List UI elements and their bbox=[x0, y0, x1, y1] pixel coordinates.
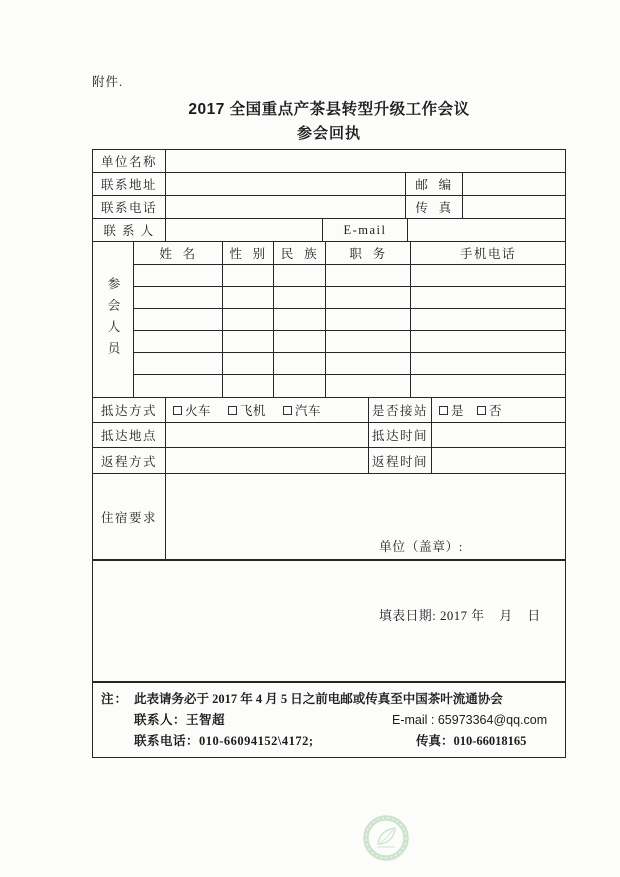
address-field[interactable] bbox=[166, 173, 406, 195]
checkbox-plane-icon[interactable] bbox=[228, 406, 237, 415]
participant-cell[interactable] bbox=[274, 265, 326, 286]
postal-field[interactable] bbox=[463, 173, 565, 195]
address-row bbox=[93, 173, 565, 196]
pickup-label: 是否接站 bbox=[369, 398, 432, 422]
participant-cell[interactable] bbox=[134, 353, 223, 374]
unit-name-label: 单位名称 bbox=[93, 150, 166, 172]
pickup-option-no[interactable]: 否 bbox=[477, 401, 502, 419]
fill-date-line: 填表日期: 2017 年 月 日 bbox=[379, 609, 541, 623]
note-contact-person: 联系人：王智超 bbox=[134, 713, 226, 727]
col-header-position: 职 务 bbox=[326, 242, 411, 264]
participant-cell[interactable] bbox=[134, 375, 223, 397]
participant-cell[interactable] bbox=[223, 331, 274, 352]
pickup-options bbox=[432, 398, 565, 422]
checkbox-train-icon[interactable] bbox=[173, 406, 182, 415]
attachment-label: 附件. bbox=[92, 75, 124, 89]
email-field[interactable] bbox=[408, 219, 565, 241]
participant-cell[interactable] bbox=[223, 265, 274, 286]
participants-group-label-cell bbox=[93, 242, 134, 397]
col-header-ethnicity: 民 族 bbox=[274, 242, 326, 264]
postal-label: 邮 编 bbox=[406, 173, 463, 195]
seal-date-area bbox=[93, 540, 565, 683]
col-header-name: 姓 名 bbox=[134, 242, 223, 264]
return-time-label: 返程时间 bbox=[369, 448, 432, 473]
participant-cell[interactable] bbox=[223, 375, 274, 397]
return-method-label: 返程方式 bbox=[93, 448, 166, 473]
participant-cell[interactable] bbox=[326, 309, 411, 330]
participant-cell[interactable] bbox=[411, 309, 565, 330]
registration-form-table bbox=[92, 149, 566, 758]
arrival-option-plane[interactable]: 飞机 bbox=[228, 401, 266, 419]
note-email: E-mail : 65973364@qq.com bbox=[392, 713, 548, 727]
participant-rows bbox=[134, 265, 565, 397]
arrival-method-label: 抵达方式 bbox=[93, 398, 166, 422]
return-time-field[interactable] bbox=[432, 448, 565, 473]
checkbox-yes-icon[interactable] bbox=[439, 406, 448, 415]
unit-seal-line: 单位（盖章）: bbox=[379, 540, 463, 554]
phone-label: 联系电话 bbox=[93, 196, 166, 218]
participant-row bbox=[134, 331, 565, 353]
participant-row bbox=[134, 287, 565, 309]
participant-cell[interactable] bbox=[223, 287, 274, 308]
participant-cell[interactable] bbox=[411, 353, 565, 374]
participant-cell[interactable] bbox=[134, 287, 223, 308]
participant-cell[interactable] bbox=[411, 375, 565, 397]
tea-association-watermark-icon bbox=[362, 814, 410, 862]
participant-cell[interactable] bbox=[326, 265, 411, 286]
arrival-place-row bbox=[93, 423, 565, 448]
arrival-method-row bbox=[93, 398, 565, 423]
participant-cell[interactable] bbox=[326, 375, 411, 397]
arrival-option-train[interactable]: 火车 bbox=[173, 401, 211, 419]
fax-field[interactable] bbox=[463, 196, 565, 218]
participant-cell[interactable] bbox=[274, 331, 326, 352]
participant-row bbox=[134, 375, 565, 397]
unit-name-row bbox=[93, 150, 565, 173]
phone-row bbox=[93, 196, 565, 219]
return-method-row bbox=[93, 448, 565, 474]
participant-cell[interactable] bbox=[274, 309, 326, 330]
note-phone: 联系电话：010-66094152\4172; bbox=[134, 734, 314, 748]
pickup-option-yes[interactable]: 是 bbox=[439, 401, 464, 419]
checkbox-no-icon[interactable] bbox=[477, 406, 486, 415]
participant-cell[interactable] bbox=[223, 309, 274, 330]
note-prefix: 注： bbox=[101, 692, 129, 706]
participant-cell[interactable] bbox=[326, 353, 411, 374]
arrival-time-field[interactable] bbox=[432, 423, 565, 447]
participant-row bbox=[134, 309, 565, 331]
note-fax: 传真：010-66018165 bbox=[416, 734, 527, 748]
participants-section bbox=[93, 242, 565, 398]
note-line1: 此表请务必于 2017 年 4 月 5 日之前电邮或传真至中国茶叶流通协会 bbox=[134, 692, 503, 706]
lodging-label: 住宿要求 bbox=[93, 474, 166, 559]
participants-grid bbox=[134, 242, 565, 397]
contact-field[interactable] bbox=[166, 219, 323, 241]
participant-cell[interactable] bbox=[274, 375, 326, 397]
participants-group-label: 参会人员 bbox=[106, 276, 120, 363]
participant-cell[interactable] bbox=[411, 331, 565, 352]
participant-cell[interactable] bbox=[223, 353, 274, 374]
participant-cell[interactable] bbox=[411, 265, 565, 286]
form-title: 2017 全国重点产茶县转型升级工作会议 bbox=[188, 101, 470, 118]
arrival-time-label: 抵达时间 bbox=[369, 423, 432, 447]
col-header-gender: 性 别 bbox=[223, 242, 274, 264]
participant-cell[interactable] bbox=[326, 287, 411, 308]
checkbox-car-icon[interactable] bbox=[283, 406, 292, 415]
form-subtitle: 参会回执 bbox=[296, 125, 361, 142]
return-method-field[interactable] bbox=[166, 448, 369, 473]
fax-label: 传 真 bbox=[406, 196, 463, 218]
phone-field[interactable] bbox=[166, 196, 406, 218]
participant-row bbox=[134, 353, 565, 375]
arrival-option-car[interactable]: 汽车 bbox=[283, 401, 321, 419]
participants-header-row bbox=[134, 242, 565, 265]
participant-cell[interactable] bbox=[274, 353, 326, 374]
participant-cell[interactable] bbox=[274, 287, 326, 308]
participant-row bbox=[134, 265, 565, 287]
participant-cell[interactable] bbox=[134, 309, 223, 330]
unit-name-field[interactable] bbox=[166, 150, 565, 172]
participant-cell[interactable] bbox=[411, 287, 565, 308]
col-header-mobile: 手机电话 bbox=[459, 247, 516, 261]
seal-date-block bbox=[379, 490, 541, 674]
email-label: E-mail bbox=[323, 219, 408, 241]
address-label: 联系地址 bbox=[93, 173, 166, 195]
arrival-options bbox=[166, 398, 369, 422]
note-section bbox=[93, 683, 565, 757]
contact-label: 联 系 人 bbox=[93, 219, 166, 241]
contact-row bbox=[93, 219, 565, 242]
participant-cell[interactable] bbox=[134, 331, 223, 352]
participant-cell[interactable] bbox=[134, 265, 223, 286]
arrival-place-label: 抵达地点 bbox=[93, 423, 166, 447]
participant-cell[interactable] bbox=[326, 331, 411, 352]
arrival-place-field[interactable] bbox=[166, 423, 369, 447]
